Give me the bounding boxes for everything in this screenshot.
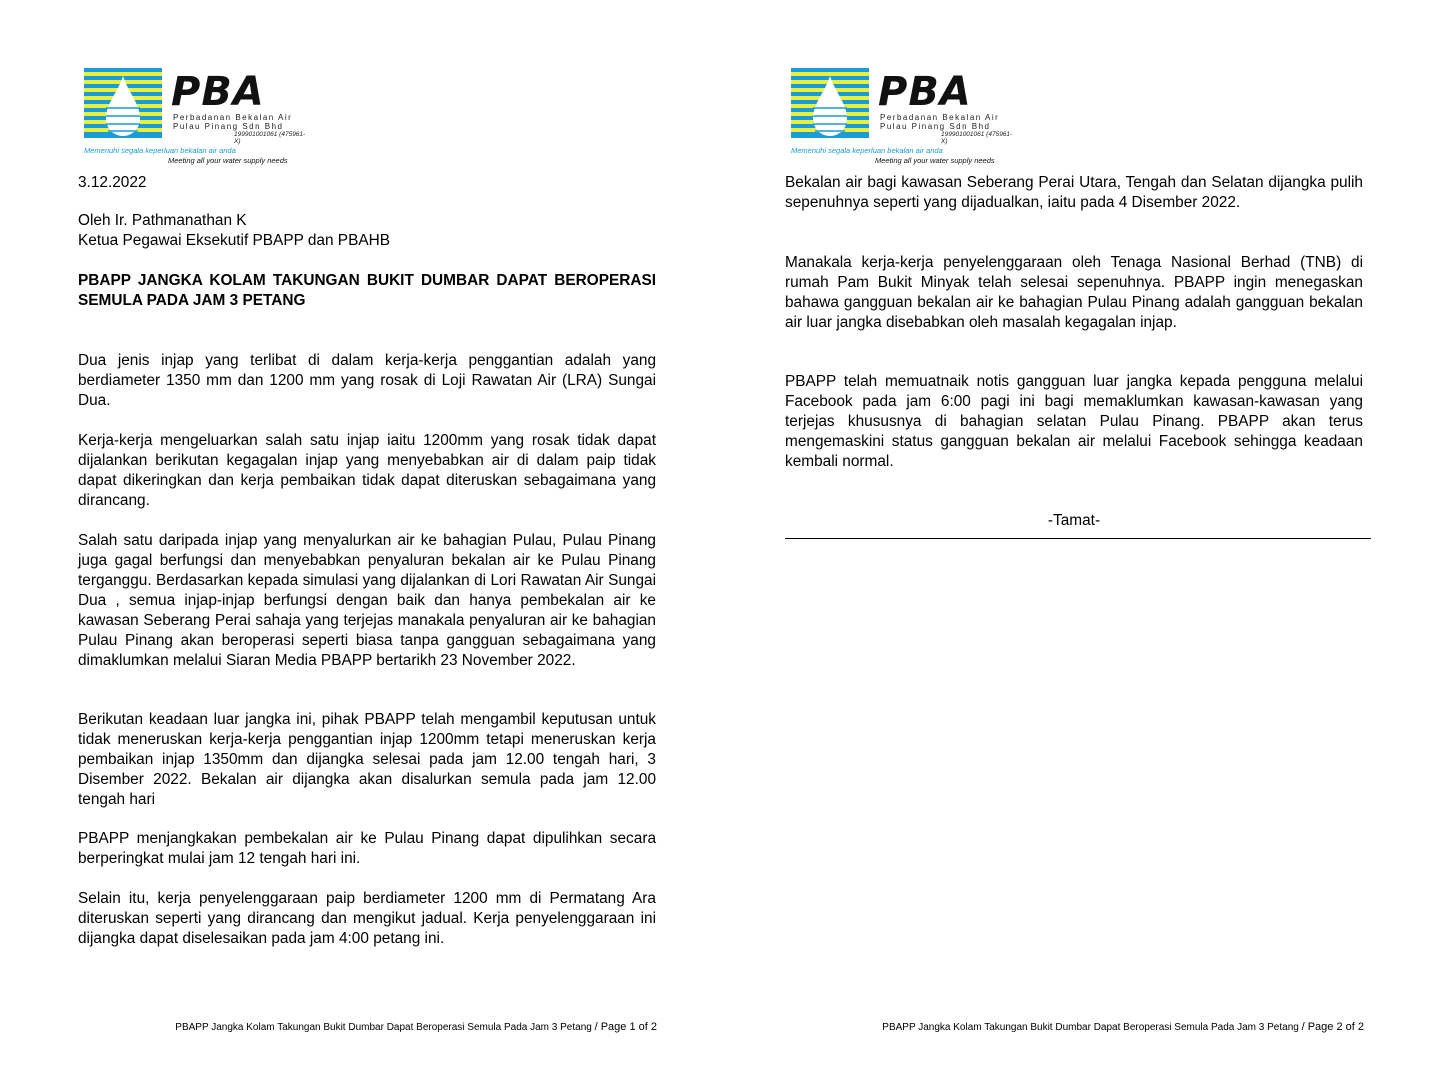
logo-subtitle-line-2: Pulau Pinang Sdn Bhd <box>173 121 284 131</box>
paragraph: Dua jenis injap yang terlibat di dalam kerja-kerja penggantian adalah yang berdiameter 1350 mm dan 1200 mm yang rosak di Loji Rawatan Air (LRA) Sungai Dua. <box>78 352 656 409</box>
author-name: Oleh Ir. Pathmanathan K <box>78 212 247 229</box>
pba-logo <box>791 66 1013 168</box>
logo-wordmark: PBA <box>878 69 972 115</box>
author-position: Ketua Pegawai Eksekutif PBAPP dan PBAHB <box>78 232 390 249</box>
water-drop-logo-icon <box>791 68 869 138</box>
document-page-1 <box>0 0 720 1081</box>
paragraph: Berikutan keadaan luar jangka ini, pihak PBAPP telah mengambil keputusan untuk tidak meneruskan kerja-kerja penggantian injap 1200mm tetapi meneruskan kerja pembaikan injap 1350mm dan dijangka selesai pada jam 12.00 tengah hari, 3 Disember 2022. Bekalan air dijangka akan disalurkan semula pada jam 12.00 tengah hari <box>78 711 656 808</box>
press-title: PBAPP JANGKA KOLAM TAKUNGAN BUKIT DUMBAR DAPAT BEROPERASI SEMULA PADA JAM 3 PETANG <box>78 272 656 309</box>
press-date: 3.12.2022 <box>78 174 147 191</box>
paragraph: PBAPP telah memuatnaik notis gangguan luar jangka kepada pengguna melalui Facebook pada jam 6:00 pagi ini bagi memaklumkan kawasan-kawasan yang terjejas khususnya di bahagian selatan Pulau Pinang. PBAPP akan terus mengemaskini status gangguan bekalan air melalui Facebook sehingga keadaan kembali normal. <box>785 373 1363 470</box>
logo-tagline-english: Meeting all your water supply needs <box>168 156 288 165</box>
paragraph: Kerja-kerja mengeluarkan salah satu injap iaitu 1200mm yang rosak tidak dapat dijalankan berikutan kegagalan injap yang menyebabkan air di dalam paip tidak dapat dikeringkan dan kerja pembaikan tidak dapat diteruskan sebagaimana yang dirancang. <box>78 432 656 509</box>
logo-tagline-english: Meeting all your water supply needs <box>875 156 995 165</box>
paragraph: PBAPP menjangkakan pembekalan air ke Pulau Pinang dapat dipulihkan secara berperingkat mulai jam 12 tengah hari ini. <box>78 830 656 867</box>
water-drop-logo-icon <box>84 68 162 138</box>
logo-subtitle-line-2: Pulau Pinang Sdn Bhd <box>880 121 991 131</box>
author-block <box>78 211 656 251</box>
logo-registration: 199901001061 (475961-X) <box>234 131 306 145</box>
paragraph: Salah satu daripada injap yang menyalurkan air ke bahagian Pulau, Pulau Pinang juga gagal berfungsi dan menyebabkan penyaluran bekalan air ke Pulau Pinang terganggu. Berdasarkan kepada simulasi yang dijalankan di Lori Rawatan Air Sungai Dua , semua injap-injap berfungsi dengan baik dan hanya pembekalan air ke kawasan Seberang Perai sahaja yang terjejas manakala penyaluran air ke bahagian Pulau Pinang akan beroperasi seperti biasa tanpa gangguan sebagaimana yang dimaklumkan melalui Siaran Media PBAPP bertarikh 23 November 2022. <box>78 532 656 669</box>
footer-page-number: / Page 1 of 2 <box>594 1021 657 1033</box>
logo-tagline-malay: Memenuhi segala keperluan bekalan air anda <box>84 146 236 155</box>
end-divider <box>785 538 1371 539</box>
logo-subtitle-line-1: Perbadanan Bekalan Air <box>880 113 1000 122</box>
document-page-2 <box>720 0 1441 1081</box>
logo-tagline-malay: Memenuhi segala keperluan bekalan air anda <box>791 146 943 155</box>
logo-subtitle <box>173 114 292 131</box>
pba-logo <box>84 66 306 168</box>
logo-registration: 199901001061 (475961-X) <box>941 131 1013 145</box>
logo-subtitle <box>880 114 999 131</box>
logo-wordmark: PBA <box>171 69 265 115</box>
footer-title: PBAPP Jangka Kolam Takungan Bukit Dumbar Dapat Beroperasi Semula Pada Jam 3 Petang <box>175 1022 592 1033</box>
paragraph: Manakala kerja-kerja penyelenggaraan oleh Tenaga Nasional Berhad (TNB) di rumah Pam Bukit Minyak telah selesai sepenuhnya. PBAPP ingin menegaskan bahawa gangguan bekalan air ke bahagian Pulau Pinang adalah gangguan bekalan air luar jangka disebabkan oleh masalah kegagalan injap. <box>785 254 1363 331</box>
footer-title: PBAPP Jangka Kolam Takungan Bukit Dumbar Dapat Beroperasi Semula Pada Jam 3 Petang <box>882 1022 1299 1033</box>
closing-mark: -Tamat- <box>1047 512 1101 529</box>
page-footer <box>175 1020 657 1035</box>
page-footer <box>882 1020 1364 1035</box>
footer-page-number: / Page 2 of 2 <box>1301 1021 1364 1033</box>
logo-subtitle-line-1: Perbadanan Bekalan Air <box>173 113 293 122</box>
paragraph: Bekalan air bagi kawasan Seberang Perai Utara, Tengah dan Selatan dijangka pulih sepenuhnya seperti yang dijadualkan, iaitu pada 4 Disember 2022. <box>785 174 1363 211</box>
paragraph: Selain itu, kerja penyelenggaraan paip berdiameter 1200 mm di Permatang Ara diteruskan seperti yang dirancang dan mengikut jadual. Kerja penyelenggaraan ini dijangka dapat diselesaikan pada jam 4:00 petang ini. <box>78 890 656 947</box>
